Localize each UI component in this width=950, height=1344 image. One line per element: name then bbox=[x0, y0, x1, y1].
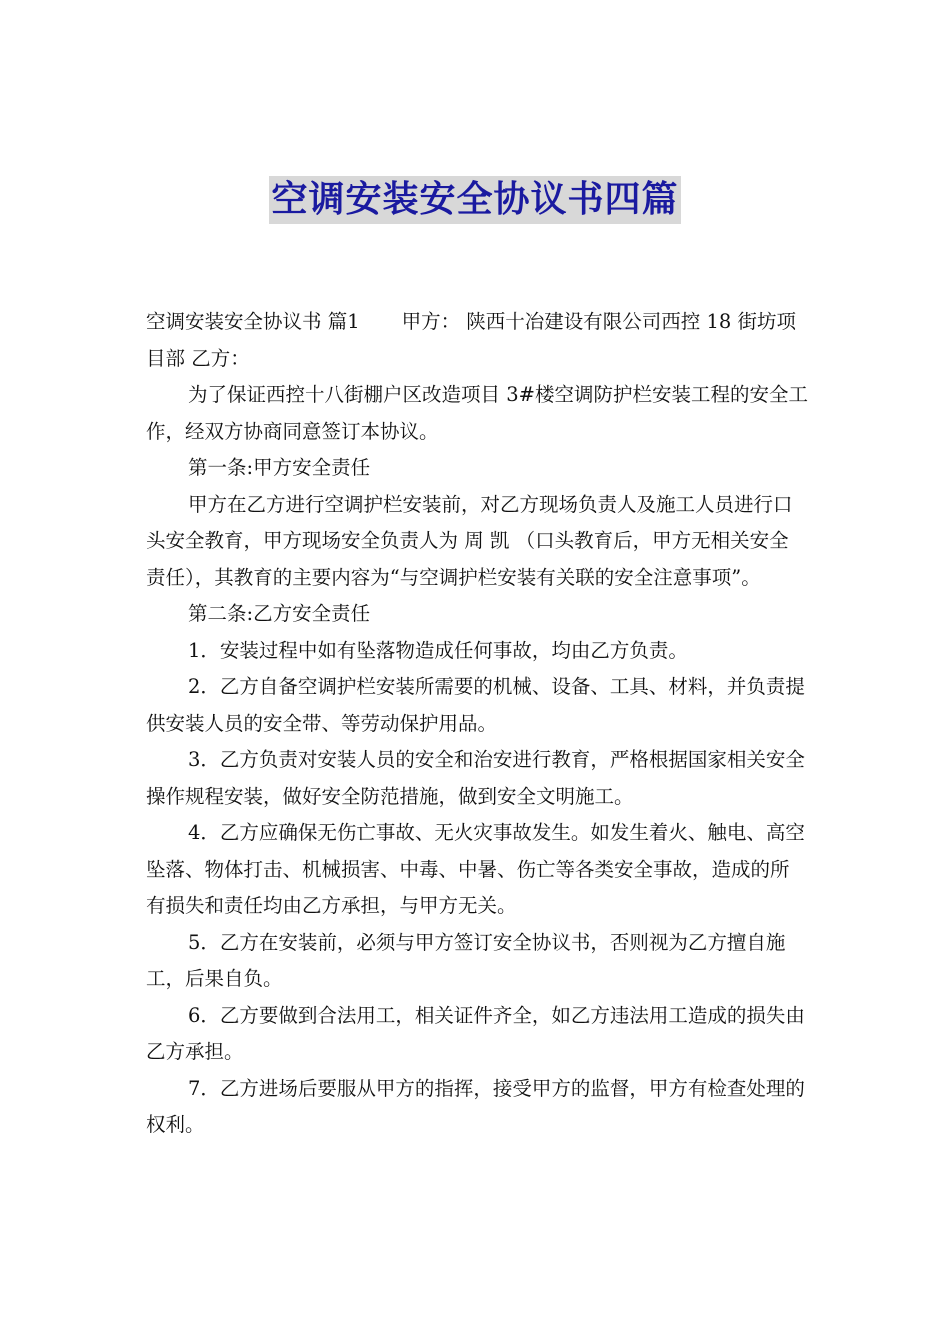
paragraph-party-a-responsibility: 甲方在乙方进行空调护栏安装前，对乙方现场负责人及施工人员进行口头安全教育，甲方现场安全负责人为 周 凯 （口头教育后，甲方无相关安全责任），其教育的主要内容为“与空调护栏安装有关联的安全注意事项”。 bbox=[146, 492, 793, 589]
clause-5: 5．乙方在安装前，必须与甲方签订安全协议书，否则视为乙方擅自施工，后果自负。 bbox=[146, 930, 786, 990]
paragraph-purpose: 为了保证西控十八街棚户区改造项目 3#楼空调防护栏安装工程的安全工作，经双方协商同意签订本协议。 bbox=[146, 383, 808, 443]
clause-2: 2．乙方自备空调护栏安装所需要的机械、设备、工具、材料，并负责提供安装人员的安全带、等劳动保护用品。 bbox=[146, 675, 805, 735]
intro-line bbox=[146, 304, 808, 377]
clause-1: 1．安装过程中如有坠落物造成任何事故，均由乙方负责。 bbox=[188, 638, 688, 662]
document-body bbox=[146, 304, 808, 1144]
clause-4: 4．乙方应确保无伤亡事故、无火灾事故发生。如发生着火、触电、高空坠落、物体打击、机械损害、中毒、中暑、伤亡等各类安全事故，造成的所有损失和责任均由乙方承担，与甲方无关。 bbox=[146, 821, 805, 917]
document-title: 空调安装安全协议书四篇 bbox=[269, 176, 680, 224]
clause-6: 6．乙方要做到合法用工，相关证件齐全，如乙方违法用工造成的损失由乙方承担。 bbox=[146, 1003, 805, 1063]
intro-heading: 空调安装安全协议书 篇1 bbox=[146, 310, 360, 333]
title-container bbox=[0, 176, 950, 224]
article-1-heading: 第一条:甲方安全责任 bbox=[188, 456, 371, 479]
party-a-line: 甲方： 陕西十冶建设有限公司西控 18 街坊项目部 乙方： bbox=[146, 310, 797, 370]
clause-7: 7．乙方进场后要服从甲方的指挥，接受甲方的监督，甲方有检查处理的权利。 bbox=[146, 1076, 805, 1136]
clause-3: 3．乙方负责对安装人员的安全和治安进行教育，严格根据国家相关安全操作规程安装，做好安全防范措施，做到安全文明施工。 bbox=[146, 748, 805, 808]
article-2-heading: 第二条:乙方安全责任 bbox=[188, 602, 371, 625]
